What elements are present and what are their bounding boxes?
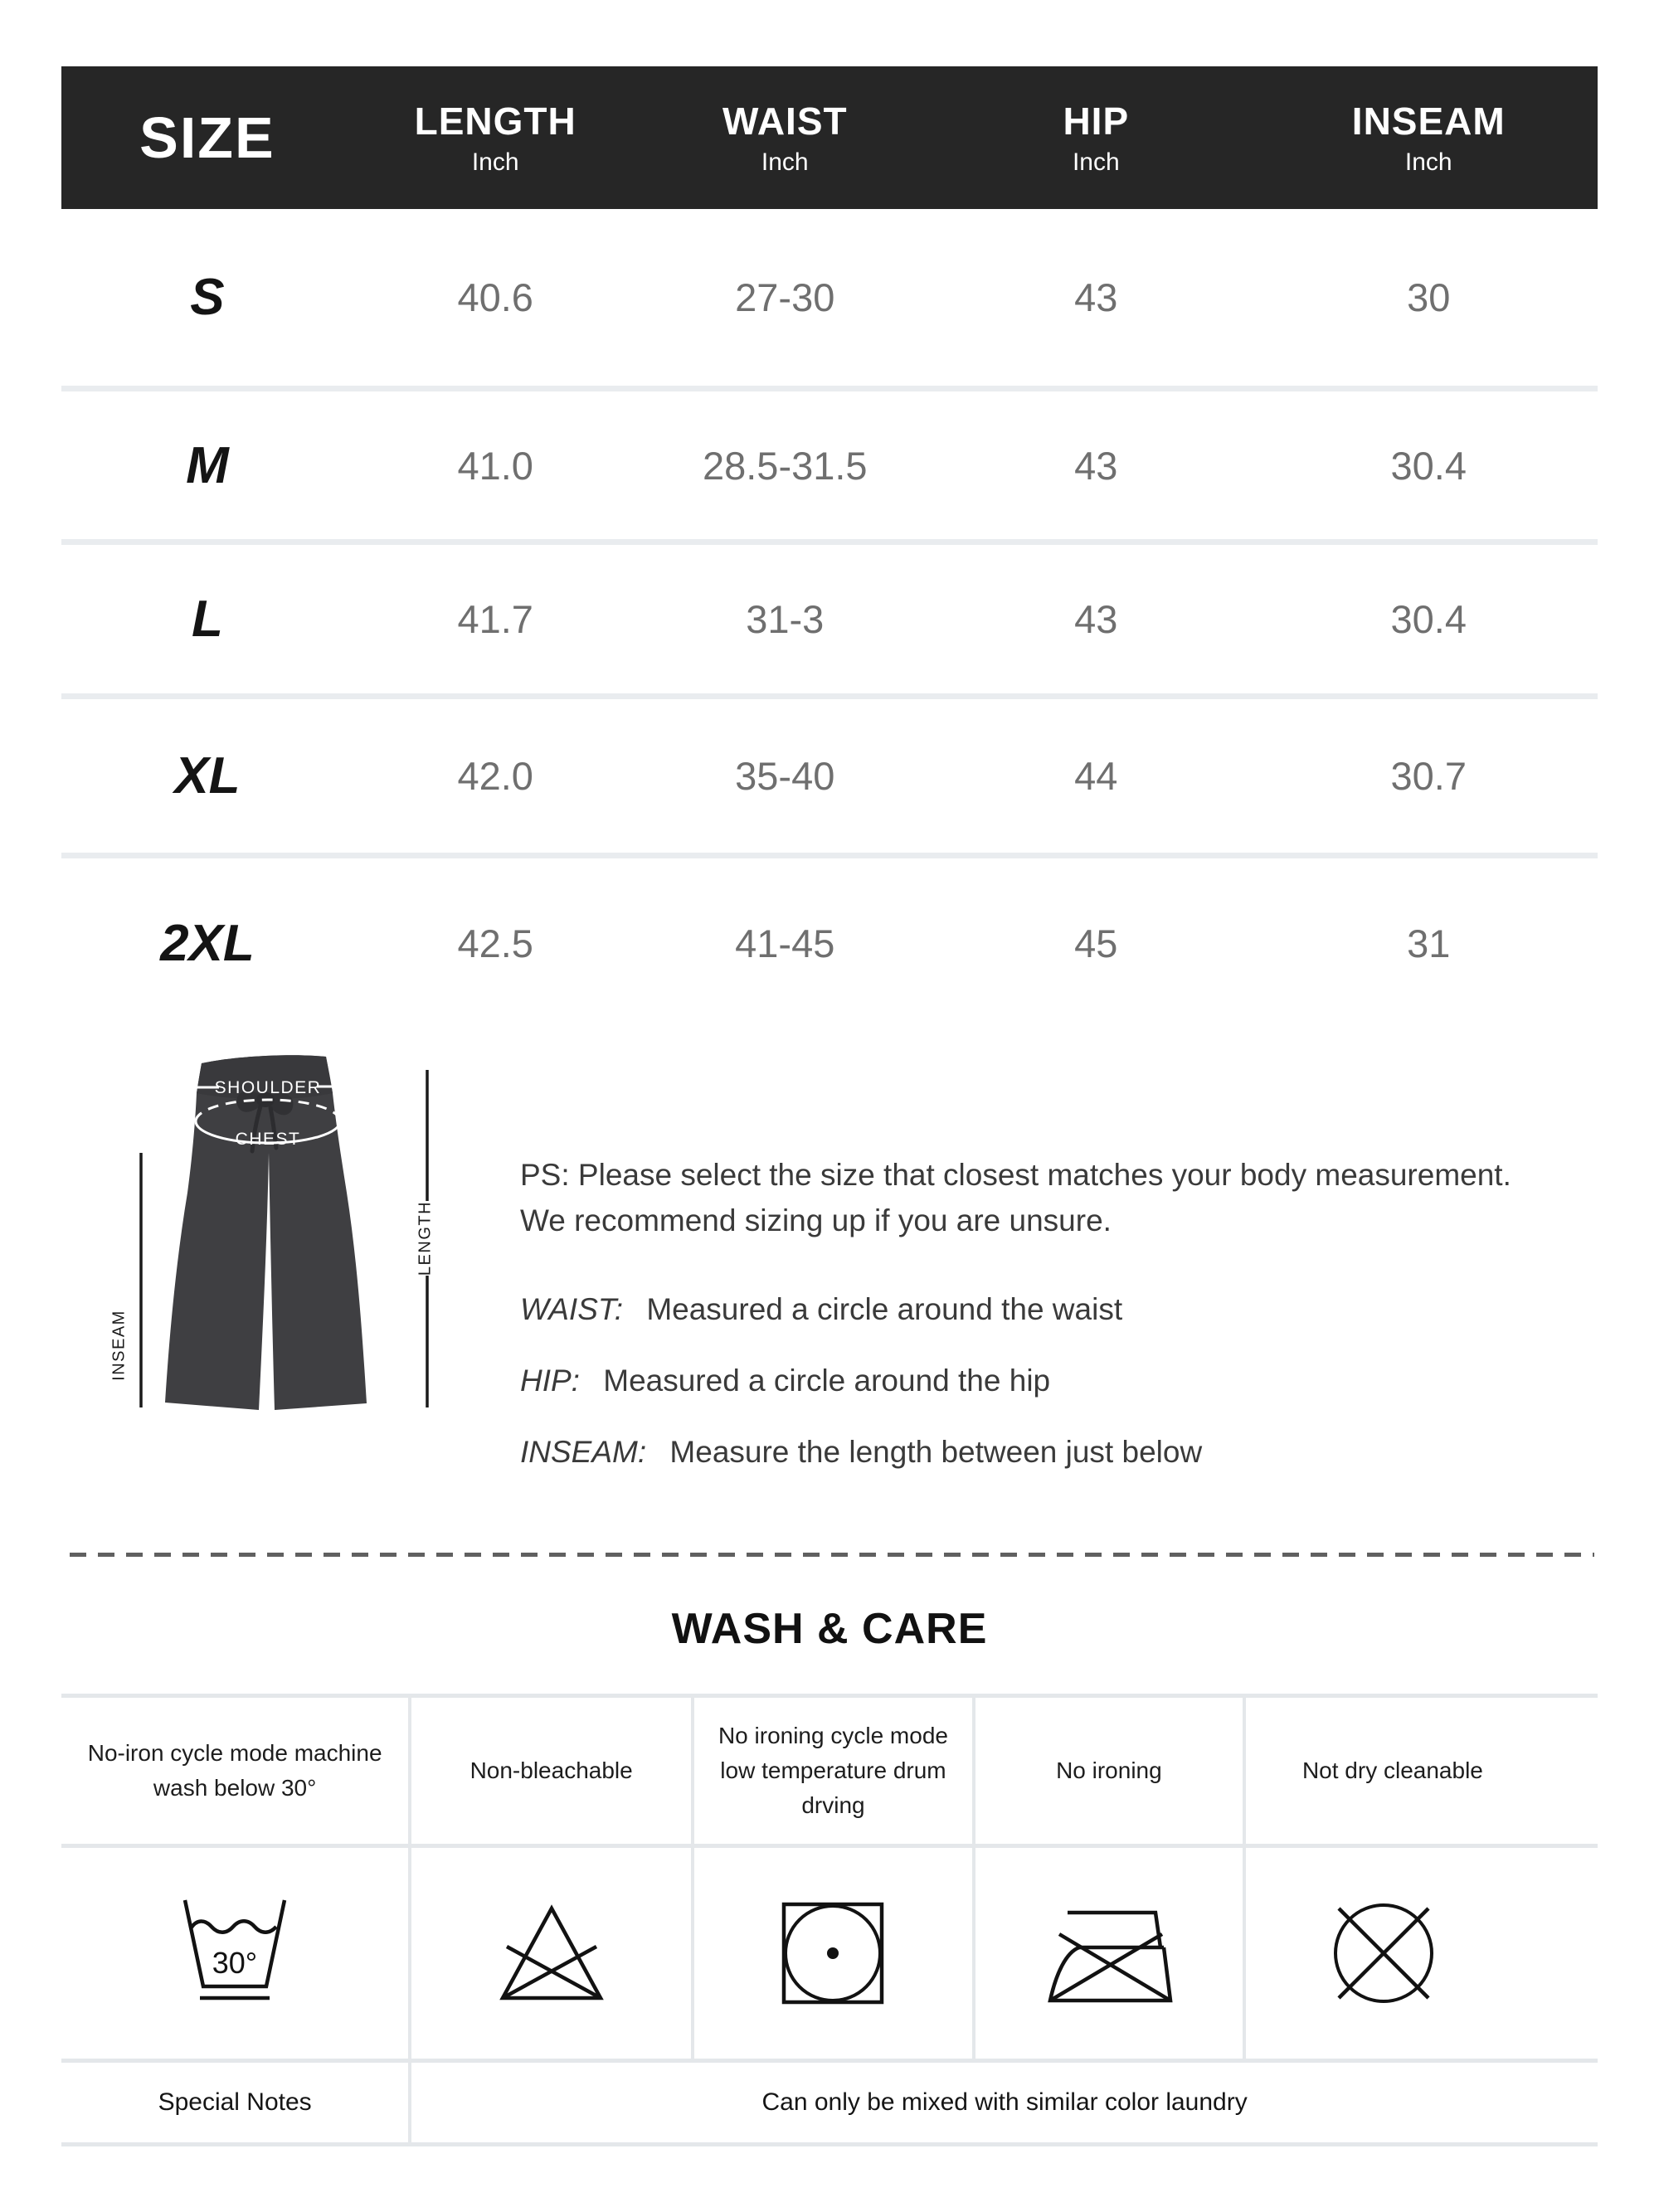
hip-cell: 43 (1074, 275, 1118, 319)
size-table-header (61, 66, 1598, 209)
hip-cell: 44 (1074, 754, 1118, 798)
definition-term: INSEAM: (520, 1434, 647, 1469)
special-notes-text: Can only be mixed with similar color laundry (761, 2088, 1248, 2116)
pants-diagram-icon (83, 1045, 514, 1553)
length-cell: 42.0 (457, 754, 533, 798)
care-label-bleach: Non-bleachable (411, 1698, 694, 1848)
pants-silhouette (165, 1055, 367, 1410)
length-cell: 41.0 (457, 443, 533, 488)
wash-care-title: WASH & CARE (671, 1605, 988, 1653)
wash-30-icon (168, 1894, 301, 2014)
waist-cell: 35-40 (735, 754, 835, 798)
waist-header-cell (637, 99, 932, 177)
ps-note-line1: PS: Please select the size that closest matches your body measurement. (520, 1158, 1511, 1192)
inseam-cell: 30.4 (1390, 443, 1467, 488)
table-row-xl (61, 699, 1598, 858)
no-dry-clean-icon (1326, 1895, 1442, 2011)
hip-header-cell (932, 99, 1259, 177)
size-cell: S (190, 269, 225, 326)
wash-temp-label: 30° (212, 1945, 258, 1980)
column-unit: Inch (1072, 148, 1120, 176)
ps-note-line2: We recommend sizing up if you are unsure. (520, 1203, 1112, 1237)
length-cell: 42.5 (457, 921, 533, 965)
table-row-m (61, 391, 1598, 545)
length-cell: 41.7 (457, 597, 533, 641)
definition-text: Measure the length between just below (669, 1434, 1203, 1469)
care-icon-cell (975, 1848, 1246, 2063)
table-row-2xl (61, 858, 1598, 1028)
length-label: LENGTH (416, 1200, 435, 1276)
definition-text: Measured a circle around the waist (646, 1291, 1123, 1326)
column-unit: Inch (471, 148, 519, 176)
inseam-cell: 30 (1407, 275, 1451, 319)
inseam-definition (520, 1435, 1607, 1470)
hip-cell: 45 (1074, 921, 1118, 965)
waist-definition (520, 1292, 1607, 1327)
size-table (61, 66, 1598, 1028)
size-cell: M (186, 436, 229, 494)
size-header-cell: SIZE (139, 105, 275, 170)
sizing-notes (520, 1153, 1607, 1506)
column-label: HIP (1063, 100, 1130, 143)
column-label: LENGTH (414, 100, 577, 143)
size-cell: XL (174, 747, 241, 805)
column-unit: Inch (761, 148, 809, 176)
care-icon-cell (61, 1848, 411, 2063)
table-row-l (61, 545, 1598, 699)
care-icon-cell (694, 1848, 975, 2063)
care-label-dryclean: Not dry cleanable (1246, 1698, 1598, 1848)
waist-cell: 28.5-31.5 (702, 443, 868, 488)
waist-cell: 27-30 (735, 275, 835, 319)
inseam-cell: 30.4 (1390, 597, 1467, 641)
column-label: WAIST (722, 100, 848, 143)
length-header-cell (353, 99, 638, 177)
definition-term: WAIST: (520, 1291, 624, 1326)
waist-cell: 41-45 (735, 921, 835, 965)
inseam-cell: 31 (1407, 921, 1451, 965)
dashed-divider (70, 1553, 1594, 1557)
care-icon-cell (1246, 1848, 1598, 2063)
column-unit: Inch (1404, 148, 1452, 176)
hip-cell: 43 (1074, 443, 1118, 488)
definition-text: Measured a circle around the hip (603, 1363, 1051, 1398)
hip-cell: 43 (1074, 597, 1118, 641)
table-row-s (61, 209, 1598, 391)
inseam-header-cell (1260, 99, 1598, 177)
size-cell: 2XL (160, 915, 255, 972)
no-bleach-icon (489, 1900, 614, 2006)
size-cell: L (192, 591, 223, 648)
care-label-wash: No-iron cycle mode machine wash below 30° (61, 1698, 411, 1848)
special-notes-label: Special Notes (61, 2063, 411, 2142)
shoulder-label: SHOULDER (214, 1078, 322, 1097)
hip-definition (520, 1364, 1607, 1398)
care-label-iron: No ironing (975, 1698, 1246, 1848)
care-label-drum: No ironing cycle mode low temperature drum drving (694, 1698, 975, 1848)
drum-dry-icon (779, 1899, 887, 2007)
column-label: INSEAM (1351, 100, 1506, 143)
care-icon-cell (411, 1848, 694, 2063)
waist-cell: 31-3 (746, 597, 825, 641)
wash-care-table (61, 1694, 1598, 2146)
inseam-label: INSEAM (109, 1310, 129, 1381)
no-iron-icon (1044, 1901, 1174, 2005)
length-cell: 40.6 (457, 275, 533, 319)
measurement-diagram-section (61, 1038, 1598, 1553)
chest-label: CHEST (235, 1130, 301, 1149)
inseam-cell: 30.7 (1390, 754, 1467, 798)
definition-term: HIP: (520, 1363, 580, 1398)
measurement-definitions (520, 1292, 1607, 1470)
